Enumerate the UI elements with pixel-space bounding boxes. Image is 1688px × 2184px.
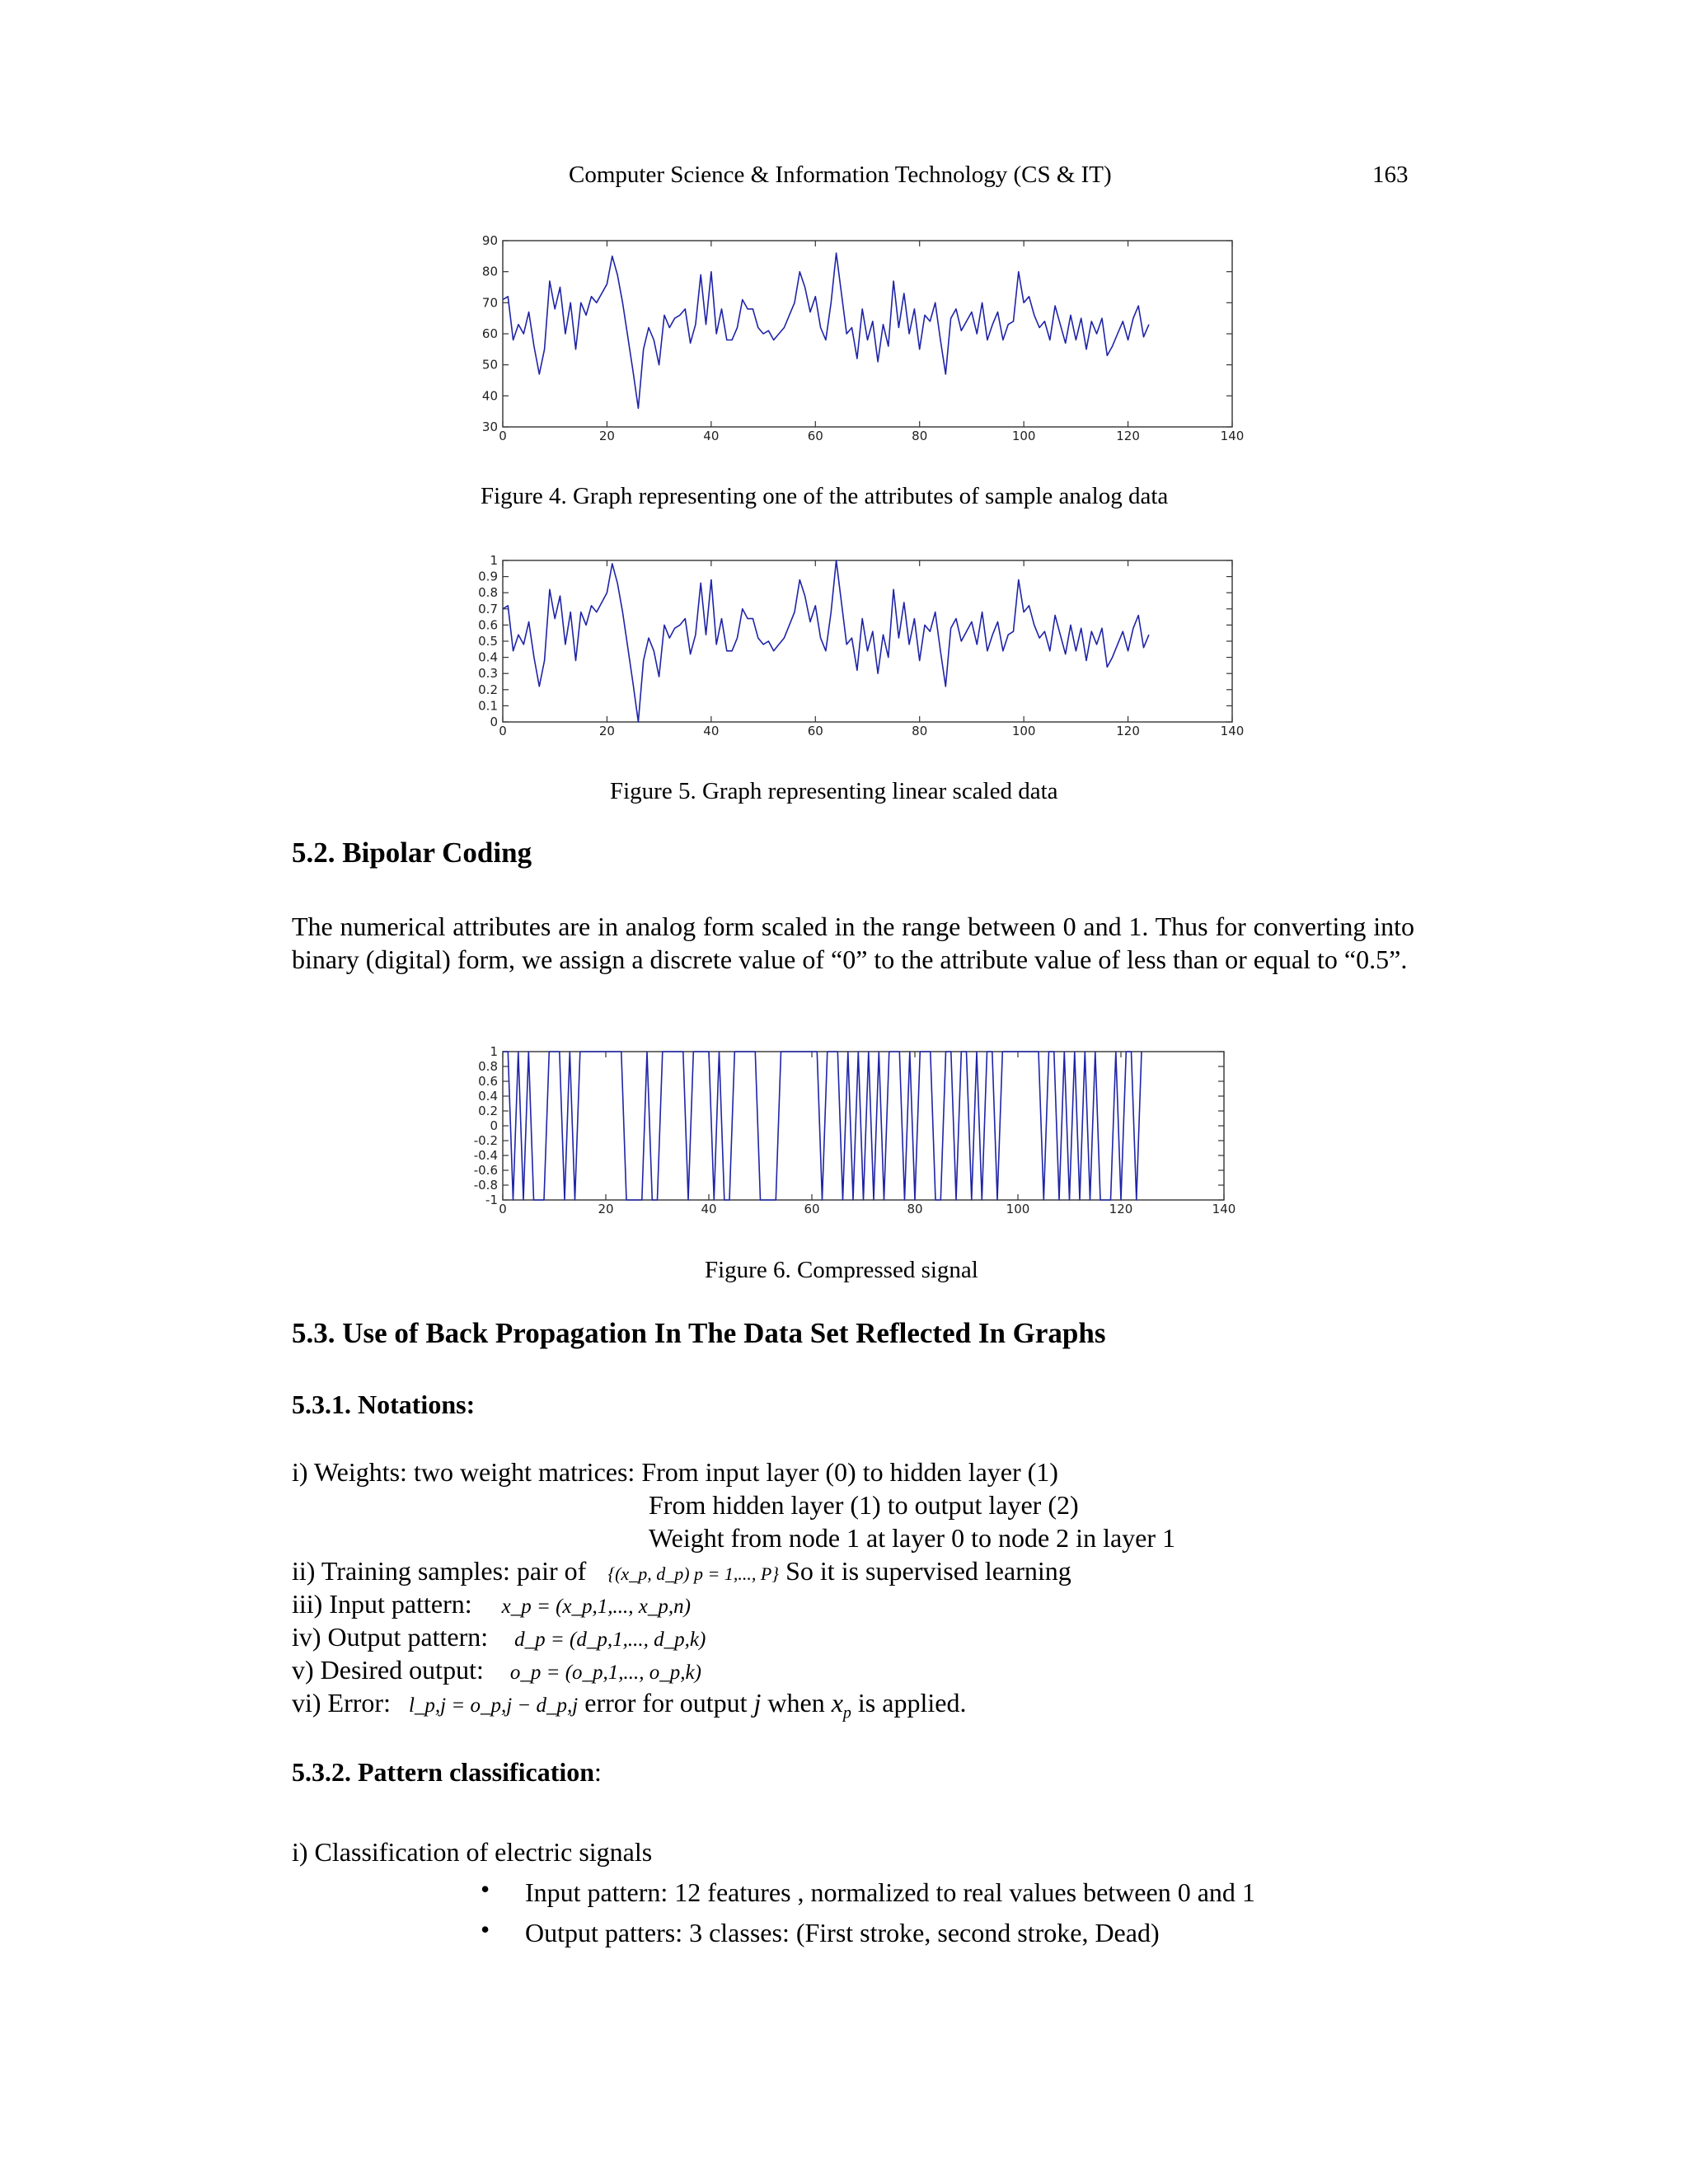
x-tick-label: 60 bbox=[807, 724, 823, 738]
y-tick-label: 30 bbox=[481, 419, 498, 434]
x-tick-label: 100 bbox=[1011, 724, 1036, 738]
x-tick-label: 80 bbox=[912, 429, 928, 443]
x-tick-label: 40 bbox=[703, 724, 720, 738]
y-tick-label: 0.9 bbox=[478, 569, 498, 584]
figure-5-chart bbox=[457, 551, 1265, 740]
section-5-3-1-title: 5.3.1. Notations: bbox=[292, 1390, 476, 1419]
error-line bbox=[292, 1688, 966, 1722]
y-tick-label: 0.5 bbox=[478, 634, 498, 649]
input-label: iii) Input pattern: bbox=[292, 1589, 472, 1619]
x-tick-label: 60 bbox=[804, 1202, 820, 1216]
y-tick-label: 0.6 bbox=[478, 617, 498, 633]
section-5-3-title: 5.3. Use of Back Propagation In The Data Set Reflected In Graphs bbox=[292, 1317, 1106, 1349]
x-tick-label: 100 bbox=[1011, 429, 1036, 443]
output-math: d_p = (d_p,1,..., d_p,k) bbox=[514, 1629, 706, 1651]
x-tick-label: 0 bbox=[499, 724, 507, 738]
y-tick-label: 0.6 bbox=[478, 1074, 498, 1089]
output-label: iv) Output pattern: bbox=[292, 1622, 489, 1652]
figure-6-caption: Figure 6. Compressed signal bbox=[705, 1257, 978, 1283]
x-tick-label: 140 bbox=[1212, 1202, 1236, 1216]
y-tick-label: 0 bbox=[490, 1118, 498, 1133]
y-tick-label: 0.8 bbox=[478, 1059, 498, 1074]
figure-4 bbox=[457, 229, 1265, 443]
desired-label: v) Desired output: bbox=[292, 1655, 484, 1685]
classification-item: i) Classification of electric signals bbox=[292, 1837, 653, 1867]
x-tick-label: 20 bbox=[598, 724, 615, 738]
bullet-1-text: Input pattern: 12 features , normalized to real values between 0 and 1 bbox=[525, 1877, 1255, 1907]
figure-4-caption: Figure 4. Graph representing one of the attributes of sample analog data bbox=[481, 483, 1169, 509]
x-tick-label: 40 bbox=[701, 1202, 717, 1216]
x-tick-label: 20 bbox=[598, 1202, 614, 1216]
bullet-dot-icon: • bbox=[481, 1915, 490, 1944]
y-tick-label: 0.1 bbox=[478, 698, 498, 714]
y-tick-label: 0.3 bbox=[478, 666, 498, 682]
figure-6-chart bbox=[457, 1040, 1249, 1221]
output-pattern-line bbox=[292, 1622, 706, 1652]
x-tick-label: 0 bbox=[499, 429, 507, 443]
y-tick-label: -0.6 bbox=[473, 1163, 498, 1178]
x-tick-label: 100 bbox=[1006, 1202, 1030, 1216]
x-tick-label: 140 bbox=[1220, 724, 1245, 738]
bullet-dot-icon: • bbox=[481, 1874, 490, 1904]
x-tick-label: 120 bbox=[1116, 429, 1140, 443]
x-tick-label: 120 bbox=[1116, 724, 1140, 738]
error-label: vi) Error: bbox=[292, 1688, 391, 1718]
x-tick-label: 80 bbox=[907, 1202, 923, 1216]
x-tick-label: 0 bbox=[499, 1202, 507, 1216]
y-tick-label: -0.8 bbox=[473, 1178, 498, 1193]
y-tick-label: 0 bbox=[490, 715, 498, 729]
input-math: x_p = (x_p,1,..., x_p,n) bbox=[501, 1596, 691, 1618]
plot-frame bbox=[503, 1052, 1224, 1200]
figure-5 bbox=[457, 551, 1265, 740]
series-line bbox=[503, 560, 1149, 722]
y-tick-label: 40 bbox=[481, 388, 498, 404]
section-5-2-paragraph: The numerical attributes are in analog form scaled in the range between 0 and 1. Thus for converting into binary (digital) form, we assign a discrete value of “0” to the attribute value of less than or equal to “0.5”. bbox=[292, 912, 1414, 974]
y-tick-label: -0.4 bbox=[473, 1148, 498, 1163]
x-tick-label: 40 bbox=[703, 429, 720, 443]
x-tick-label: 120 bbox=[1109, 1202, 1133, 1216]
y-tick-label: 0.4 bbox=[478, 1089, 498, 1104]
figure-5-caption: Figure 5. Graph representing linear scaled data bbox=[610, 778, 1058, 804]
y-tick-label: 70 bbox=[481, 295, 498, 311]
training-suffix: So it is supervised learning bbox=[785, 1556, 1071, 1586]
x-tick-label: 80 bbox=[912, 724, 928, 738]
y-tick-label: 0.7 bbox=[478, 601, 498, 616]
x-tick-label: 60 bbox=[807, 429, 823, 443]
running-header: Computer Science & Information Technology (CS & IT) bbox=[569, 162, 1112, 188]
error-suffix: error for output j when $x_p$ is applied. bbox=[584, 1688, 967, 1722]
plot-frame bbox=[503, 241, 1232, 427]
x-tick-label: 20 bbox=[598, 429, 615, 443]
y-tick-label: 80 bbox=[481, 264, 498, 279]
figure-6 bbox=[457, 1040, 1249, 1221]
training-samples-line bbox=[292, 1556, 1071, 1586]
y-tick-label: 0.2 bbox=[478, 1104, 498, 1118]
weights-line-1: i) Weights: two weight matrices: From input layer (0) to hidden layer (1) bbox=[292, 1457, 1058, 1487]
y-tick-label: -1 bbox=[485, 1193, 498, 1207]
y-tick-label: 0.4 bbox=[478, 649, 498, 665]
y-tick-label: 1 bbox=[490, 1044, 498, 1059]
training-math: {(x_p, d_p) p = 1,..., P} bbox=[607, 1563, 780, 1584]
x-tick-label: 140 bbox=[1220, 429, 1245, 443]
bullet-2-text: Output patters: 3 classes: (First stroke, second stroke, Dead) bbox=[525, 1918, 1160, 1947]
plot-frame bbox=[503, 560, 1232, 722]
error-math: l_p,j = o_p,j − d_p,j bbox=[408, 1694, 579, 1717]
y-tick-label: 60 bbox=[481, 326, 498, 341]
weights-line-3: Weight from node 1 at layer 0 to node 2 in layer 1 bbox=[649, 1523, 1176, 1553]
desired-math: o_p = (o_p,1,..., o_p,k) bbox=[509, 1661, 701, 1684]
page-number: 163 bbox=[1372, 162, 1409, 188]
y-tick-label: 0.8 bbox=[478, 585, 498, 601]
desired-output-line bbox=[292, 1655, 701, 1685]
y-tick-label: 0.2 bbox=[478, 682, 498, 697]
series-line bbox=[503, 1052, 1142, 1200]
y-tick-label: 90 bbox=[481, 233, 498, 248]
series-line bbox=[503, 253, 1149, 408]
y-tick-label: 1 bbox=[490, 553, 498, 568]
y-tick-label: -0.2 bbox=[473, 1133, 498, 1148]
input-pattern-line bbox=[292, 1589, 691, 1619]
y-tick-label: 50 bbox=[481, 357, 498, 373]
section-5-3-2-title: 5.3.2. Pattern classification: bbox=[292, 1757, 602, 1787]
weights-line-2: From hidden layer (1) to output layer (2) bbox=[649, 1490, 1079, 1520]
section-5-2-title: 5.2. Bipolar Coding bbox=[292, 837, 532, 869]
training-label: ii) Training samples: pair of bbox=[292, 1556, 587, 1586]
figure-4-chart bbox=[457, 229, 1265, 443]
